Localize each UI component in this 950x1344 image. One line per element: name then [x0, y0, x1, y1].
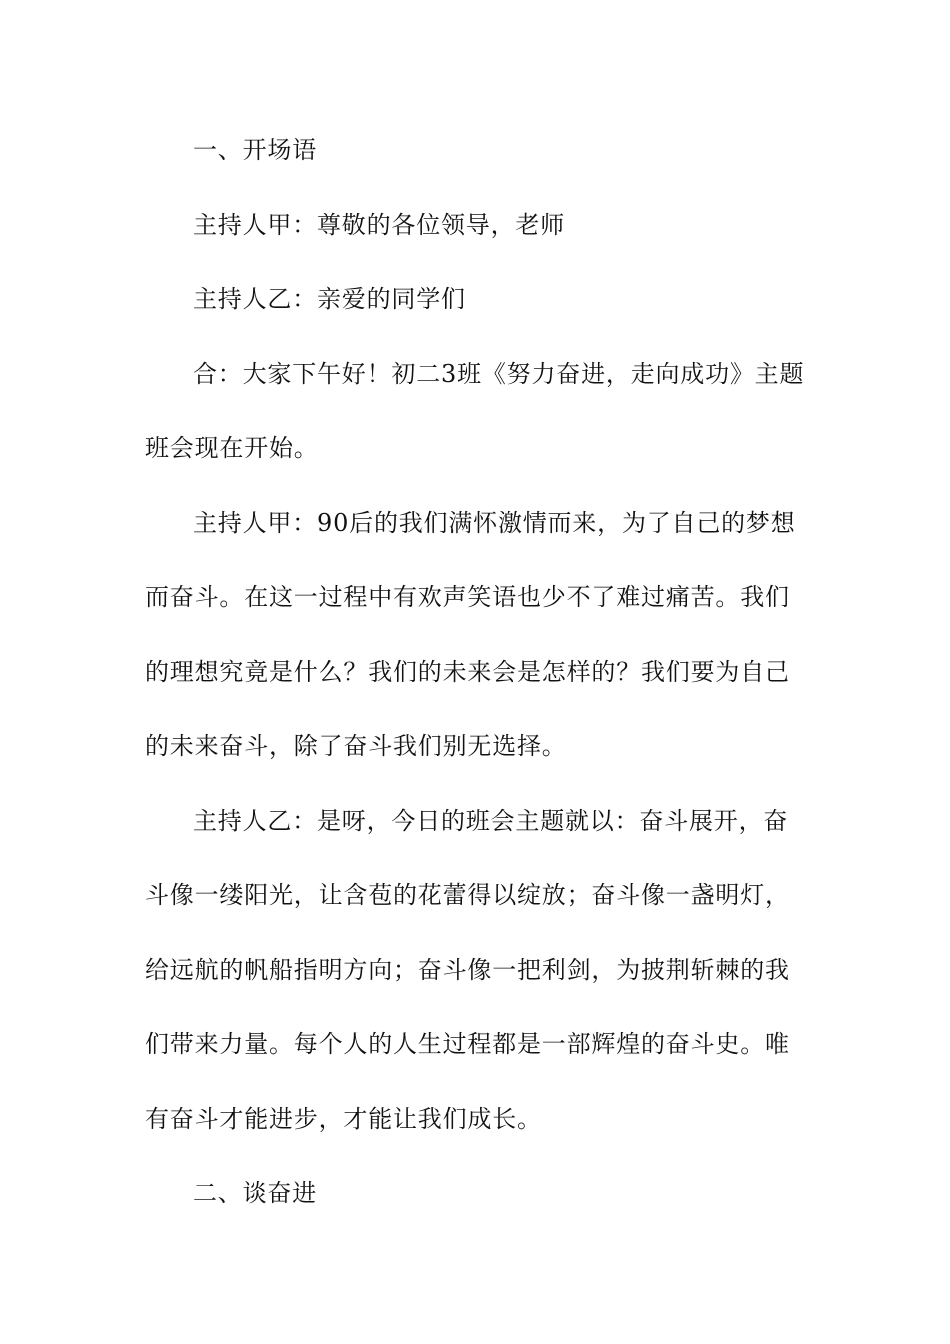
paragraph-host-a-greeting: 主持人甲：尊敬的各位领导，老师 [193, 210, 565, 239]
paragraph-host-b-greeting: 主持人乙：亲爱的同学们 [193, 285, 466, 313]
section-heading-striving: 二、谈奋进 [193, 1179, 317, 1207]
paragraph-host-b-speech: 主持人乙：是呀，今日的班会主题就以：奋斗展开，奋斗像一缕阳光，让含苞的花蕾得以绽放；奋斗像一盏明灯，给远航的帆船指明方向；奋斗像一把利剑，为披荆斩棘的我们带来力量。每个人的人生过程都是一部辉煌的奋斗史。唯有奋斗才能进步，才能让我们成长。 [145, 806, 790, 1133]
section-heading-opening: 一、开场语 [193, 136, 317, 164]
paragraph-host-a-speech: 主持人甲：90后的我们满怀激情而来，为了自己的梦想而奋斗。在这一过程中有欢声笑语也少不了难过痛苦。我们的理想究竟是什么？我们的未来会是怎样的？我们要为自己的未来奋斗，除了奋斗我们别无选择。 [145, 508, 796, 760]
paragraph-joint-opening: 合：大家下午好！初二3班《努力奋进，走向成功》主题班会现在开始。 [145, 359, 805, 462]
document-body [145, 113, 810, 1231]
